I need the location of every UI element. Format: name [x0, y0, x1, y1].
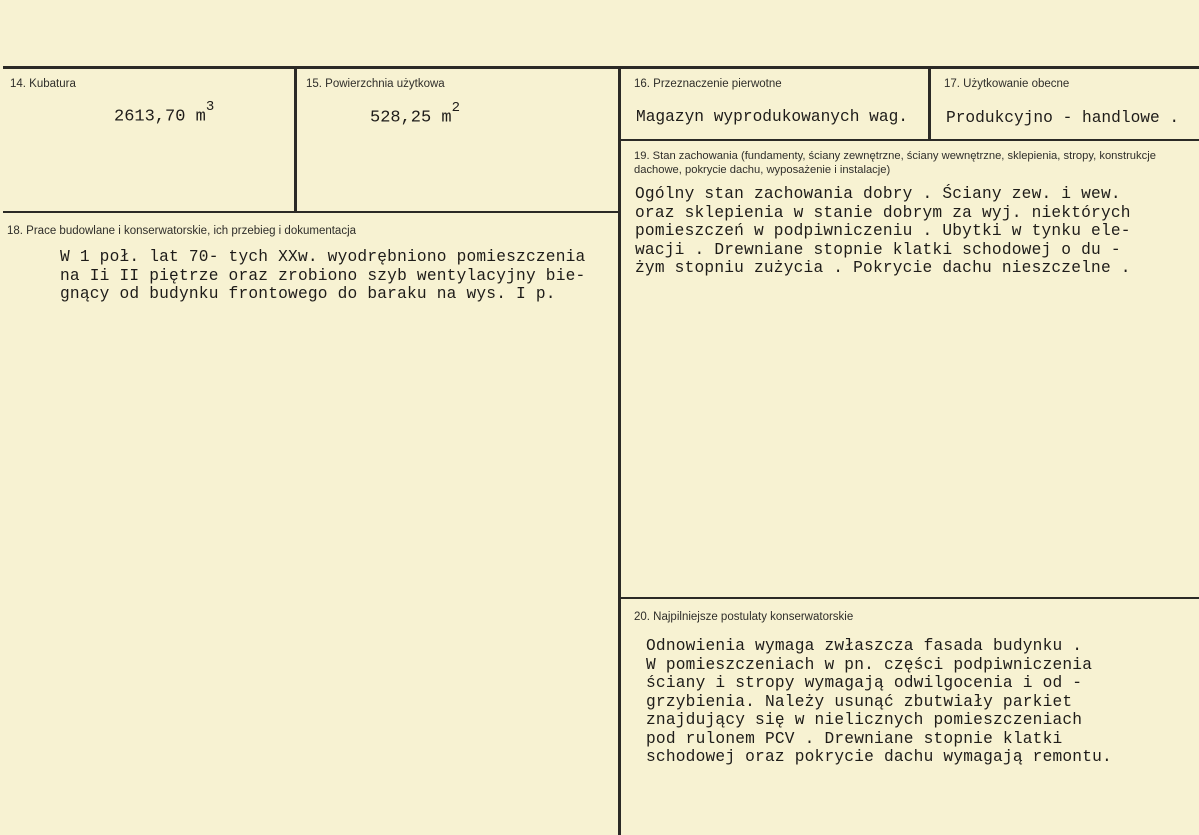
field-18-line: W 1 poł. lat 70- tych XXw. wyodrębniono pomieszczenia — [60, 248, 586, 266]
field-14-unit-exponent: 3 — [205, 99, 215, 115]
row-divider-left — [3, 211, 619, 213]
field-20-line: znajdujący się w nielicznych pomieszczeniach — [646, 711, 1083, 729]
field-15-value — [370, 100, 461, 128]
field-19-label: 19. Stan zachowania (fundamenty, ściany zewnętrzne, ściany wewnętrzne, sklepienia, stropy, konstrukcje dachowe, pokrycie dachu, wyposażenie i instalacje) — [634, 150, 1156, 176]
field-19-line: wacji . Drewniane stopnie klatki schodowej o du - — [635, 240, 1121, 259]
field-18-line: na Ii II piętrze oraz zrobiono szyb wentylacyjny bie- — [60, 266, 586, 285]
field-17-label: 17. Użytkowanie obecne — [944, 78, 1070, 90]
field-17-value: Produkcyjno - handlowe . — [946, 109, 1180, 127]
field-20-line: pod rulonem PCV . Drewniane stopnie klatki — [646, 729, 1063, 748]
field-14-value — [114, 99, 215, 127]
field-15-label: 15. Powierzchnia użytkowa — [306, 78, 445, 90]
row-divider-16-19 — [619, 139, 1199, 141]
field-19-line: pomieszczeń w podpiwniczeniu . Ubytki w tynku ele- — [635, 222, 1131, 240]
field-18-label: 18. Prace budowlane i konserwatorskie, ich przebieg i dokumentacja — [7, 225, 357, 237]
field-20-line: grzybienia. Należy usunąć zbutwiały parkiet — [646, 692, 1073, 711]
field-19-line: Ogólny stan zachowania dobry . Ściany zew. i wew. — [635, 185, 1121, 203]
field-16-value: Magazyn wyprodukowanych wag. — [636, 108, 908, 126]
field-18-text — [60, 248, 585, 304]
field-20-line: schodowej oraz pokrycie dachu wymagają remontu. — [646, 748, 1112, 766]
divider-16-17 — [928, 66, 931, 141]
divider-left-right — [618, 66, 621, 835]
field-20-line: ściany i stropy wymagają odwilgocenia i od - — [646, 674, 1083, 692]
field-14-label: 14. Kubatura — [10, 78, 76, 90]
field-18-line: gnący od budynku frontowego do baraku na wys. I p. — [60, 285, 556, 303]
row-divider-19-20 — [619, 597, 1199, 599]
field-20-line: W pomieszczeniach w pn. części podpiwniczenia — [646, 655, 1093, 674]
top-border — [3, 66, 1199, 69]
field-20-line: Odnowienia wymaga zwłaszcza fasada budynku . — [646, 637, 1083, 655]
field-16-label: 16. Przeznaczenie pierwotne — [634, 78, 782, 90]
field-20-text — [646, 637, 1112, 767]
field-19-line: oraz sklepienia w stanie dobrym za wyj. niektórych — [635, 203, 1131, 222]
field-19-line: żym stopniu zużycia . Pokrycie dachu nieszczelne . — [635, 259, 1131, 277]
field-20-label: 20. Najpilniejsze postulaty konserwatorskie — [634, 611, 854, 623]
field-14-value-text: 2613,70 m — [114, 107, 206, 127]
divider-14-15 — [294, 66, 297, 211]
field-19-text — [635, 185, 1131, 278]
field-15-value-text: 528,25 m — [370, 108, 452, 128]
field-15-unit-exponent: 2 — [451, 100, 461, 116]
